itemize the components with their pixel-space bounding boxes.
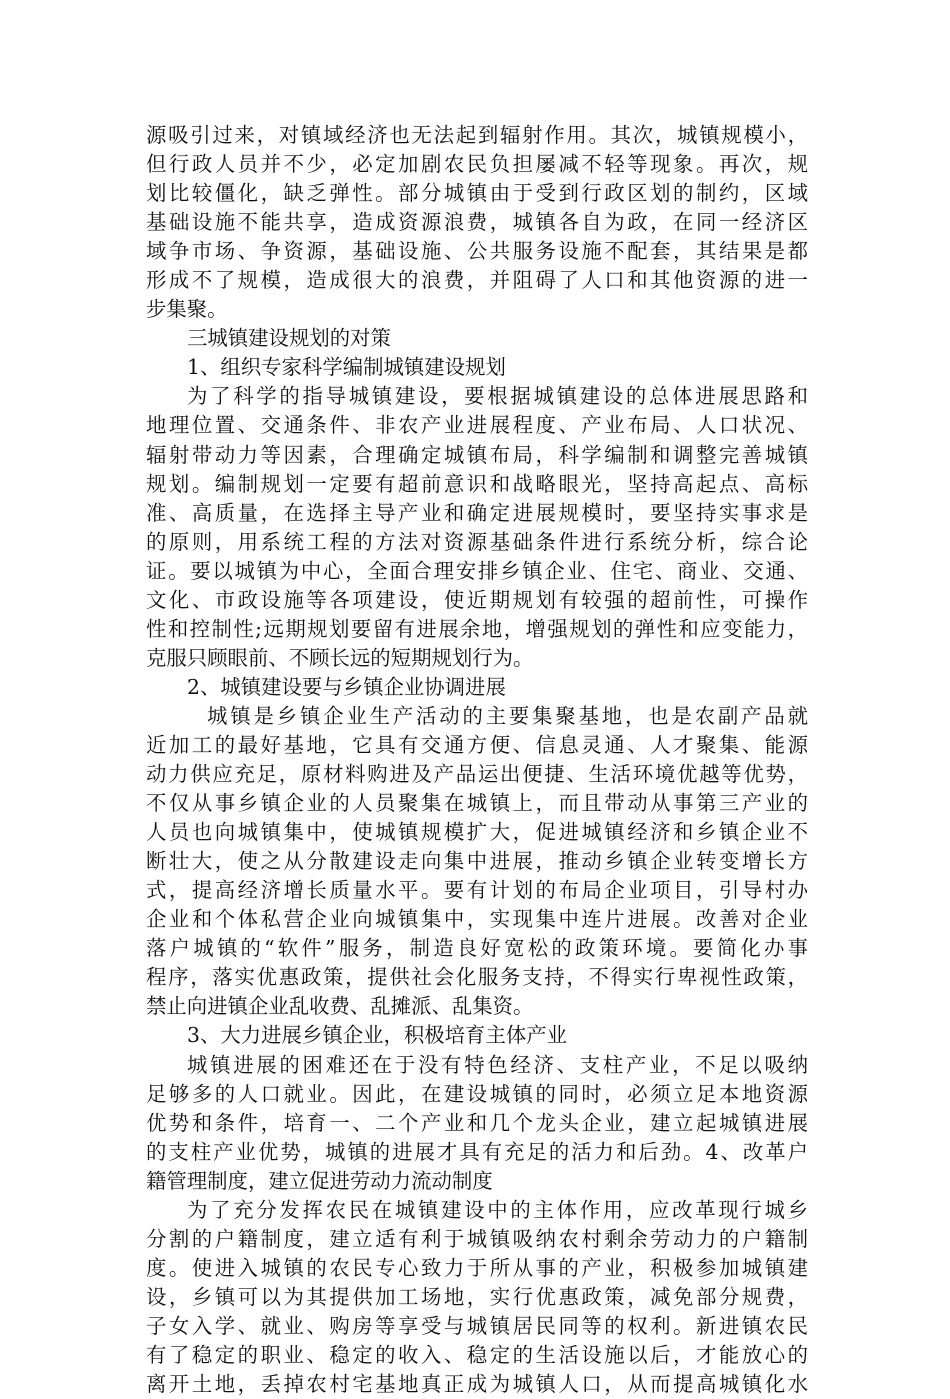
text-line: 籍管理制度，建立促进劳动力流动制度: [146, 1168, 493, 1193]
text-line: 辐射带动力等因素，合理确定城镇布局，科学编制和调整完善城镇: [146, 442, 808, 467]
text-line: 不仅从事乡镇企业的人员聚集在城镇上，而且带动从事第三产业的: [146, 791, 808, 816]
text-line: 足够多的人口就业。因此，在建设城镇的同时，必须立足本地资源: [146, 1081, 808, 1106]
text-line: 规划。编制规划一定要有超前意识和战略眼光，坚持高起点、高标: [146, 471, 808, 496]
text-line: 断壮大，使之从分散建设走向集中进展，推动乡镇企业转变增长方: [146, 849, 808, 874]
text-line: 的原则，用系统工程的方法对资源基础条件进行系统分析，综合论: [146, 529, 808, 554]
text-line: 式，提高经济增长质量水平。要有计划的布局企业项目，引导村办: [146, 878, 808, 903]
text-line: 程序，落实优惠政策，提供社会化服务支持，不得实行卑视性政策，: [146, 965, 808, 990]
text-line: 为了科学的指导城镇建设，要根据城镇建设的总体进展思路和: [187, 384, 808, 409]
text-line: 有了稳定的职业、稳定的收入、稳定的生活设施以后，才能放心的: [146, 1342, 808, 1367]
text-line: 禁止向进镇企业乱收费、乱摊派、乱集资。: [146, 994, 534, 1019]
subsection-heading: 3、大力进展乡镇企业，积极培育主体产业: [187, 1023, 568, 1048]
text-line: 源吸引过来，对镇域经济也无法起到辐射作用。其次，城镇规模小，: [146, 123, 808, 147]
text-line: 性和控制性;远期规划要留有进展余地，增强规划的弹性和应变能力，: [146, 616, 808, 641]
text-line: 城镇进展的困难还在于没有特色经济、支柱产业，不足以吸纳: [187, 1052, 808, 1077]
text-line: 近加工的最好基地，它具有交通方便、信息灵通、人才聚集、能源: [146, 732, 808, 757]
text-line: 城镇是乡镇企业生产活动的主要集聚基地，也是农副产品就: [207, 703, 808, 728]
subsection-heading: 1、组织专家科学编制城镇建设规划: [187, 355, 506, 380]
text-line: 文化、市政设施等各项建设，使近期规划有较强的超前性，可操作: [146, 587, 808, 612]
text-line: 离开土地，丢掉农村宅基地真正成为城镇人口，从而提高城镇化水: [146, 1372, 808, 1397]
text-line: 分割的户籍制度，建立适有利于城镇吸纳农村剩余劳动力的户籍制: [146, 1226, 808, 1251]
text-line: 落户城镇的“软件”服务，制造良好宽松的政策环境。要简化办事: [146, 936, 808, 961]
text-line: 但行政人员并不少，必定加剧农民负担屡减不轻等现象。再次，规: [146, 152, 808, 177]
text-line: 子女入学、就业、购房等享受与城镇居民同等的权利。新进镇农民: [146, 1313, 808, 1338]
text-line: 的支柱产业优势，城镇的进展才具有充足的活力和后劲。4、改革户: [146, 1139, 808, 1164]
text-line: 优势和条件，培育一、二个产业和几个龙头企业，建立起城镇进展: [146, 1110, 808, 1135]
text-line: 形成不了规模，造成很大的浪费，并阻碍了人口和其他资源的进一: [146, 268, 808, 293]
text-line: 证。要以城镇为中心，全面合理安排乡镇企业、住宅、商业、交通、: [146, 558, 808, 583]
subsection-heading: 2、城镇建设要与乡镇企业协调进展: [187, 674, 506, 699]
text-line: 克服只顾眼前、不顾长远的短期规划行为。: [146, 645, 534, 670]
text-line: 为了充分发挥农民在城镇建设中的主体作用，应改革现行城乡: [187, 1197, 808, 1222]
text-line: 准、高质量，在选择主导产业和确定进展规模时，要坚持实事求是: [146, 500, 808, 525]
text-line: 设，乡镇可以为其提供加工场地，实行优惠政策，减免部分规费，: [146, 1284, 808, 1309]
text-line: 基础设施不能共享，造成资源浪费，城镇各自为政，在同一经济区: [146, 210, 808, 235]
section-heading: 三城镇建设规划的对策: [187, 326, 391, 351]
text-line: 步集聚。: [146, 297, 228, 322]
text-line: 人员也向城镇集中，使城镇规模扩大，促进城镇经济和乡镇企业不: [146, 820, 808, 845]
document-body: [146, 121, 808, 1399]
text-line: 企业和个体私营企业向城镇集中，实现集中连片进展。改善对企业: [146, 907, 808, 932]
text-line: 域争市场、争资源，基础设施、公共服务设施不配套，其结果是都: [146, 239, 808, 264]
text-line: 动力供应充足，原材料购进及产品运出便捷、生活环境优越等优势，: [146, 762, 808, 787]
text-line: 度。使进入城镇的农民专心致力于所从事的产业，积极参加城镇建: [146, 1255, 808, 1280]
text-line: 地理位置、交通条件、非农产业进展程度、产业布局、人口状况、: [146, 413, 808, 438]
text-line: 划比较僵化，缺乏弹性。部分城镇由于受到行政区划的制约，区域: [146, 181, 808, 206]
